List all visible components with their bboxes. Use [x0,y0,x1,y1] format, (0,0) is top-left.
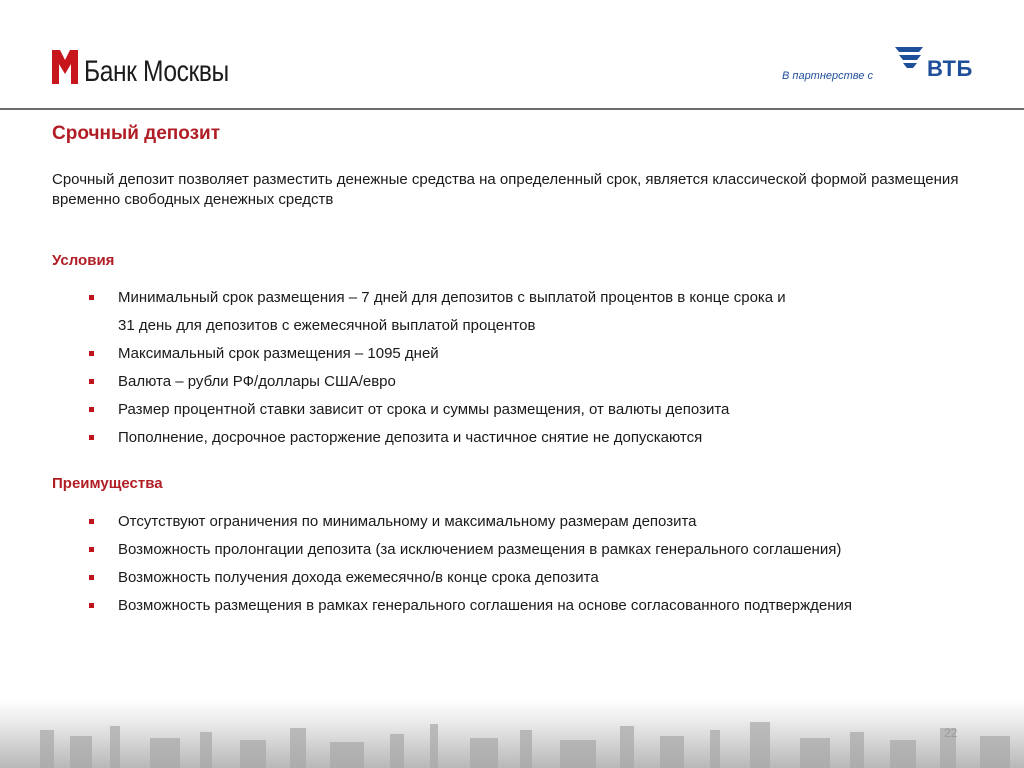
bullet-marker [89,603,94,608]
list-item: Возможность пролонгации депозита (за исключением размещения в рамках генерального соглашения) [0,536,1024,564]
partner-caption: В партнерстве с [782,70,873,82]
bullet-marker [89,407,94,412]
advantages-list [0,508,1024,620]
list-item: Пополнение, досрочное расторжение депозита и частичное снятие не допускаются [0,424,1024,452]
advantages-heading: Преимущества [52,475,163,492]
slide-header [0,0,1024,110]
conditions-list [0,284,1024,452]
bullet-marker [89,351,94,356]
page-title: Срочный депозит [52,123,221,144]
list-item: Максимальный срок размещения – 1095 дней [0,340,1024,368]
list-item: Минимальный срок размещения – 7 дней для депозитов с выплатой процентов в конце срока и [0,284,1024,312]
list-item: Размер процентной ставки зависит от срока и суммы размещения, от валюты депозита [0,396,1024,424]
list-item: Возможность размещения в рамках генерального соглашения на основе согласованного подтверждения [0,592,1024,620]
bullet-marker [89,379,94,384]
bank-name: Банк Москвы [84,55,229,88]
bullet-marker [89,295,94,300]
header-divider [0,108,1024,110]
list-item-continuation: 31 день для депозитов с ежемесячной выплатой процентов [118,317,536,334]
bullet-marker [89,519,94,524]
city-skyline-photo [0,700,1024,768]
intro-paragraph: Срочный депозит позволяет разместить денежные средства на определенный срок, является классической формой размещения временно свободных денежных средств [52,171,959,208]
list-item: Возможность получения дохода ежемесячно/в конце срока депозита [0,564,1024,592]
bullet-marker [89,547,94,552]
partner-brand: ВТБ [927,56,973,81]
bullet-marker [89,435,94,440]
page-number: 22 [944,726,958,740]
conditions-heading: Условия [52,252,115,269]
vtb-logo-icon [893,45,925,71]
list-item: Валюта – рубли РФ/доллары США/евро [0,368,1024,396]
bank-of-moscow-m-logo-icon [52,50,78,84]
bullet-marker [89,575,94,580]
list-item: Отсутствуют ограничения по минимальному и максимальному размерам депозита [0,508,1024,536]
